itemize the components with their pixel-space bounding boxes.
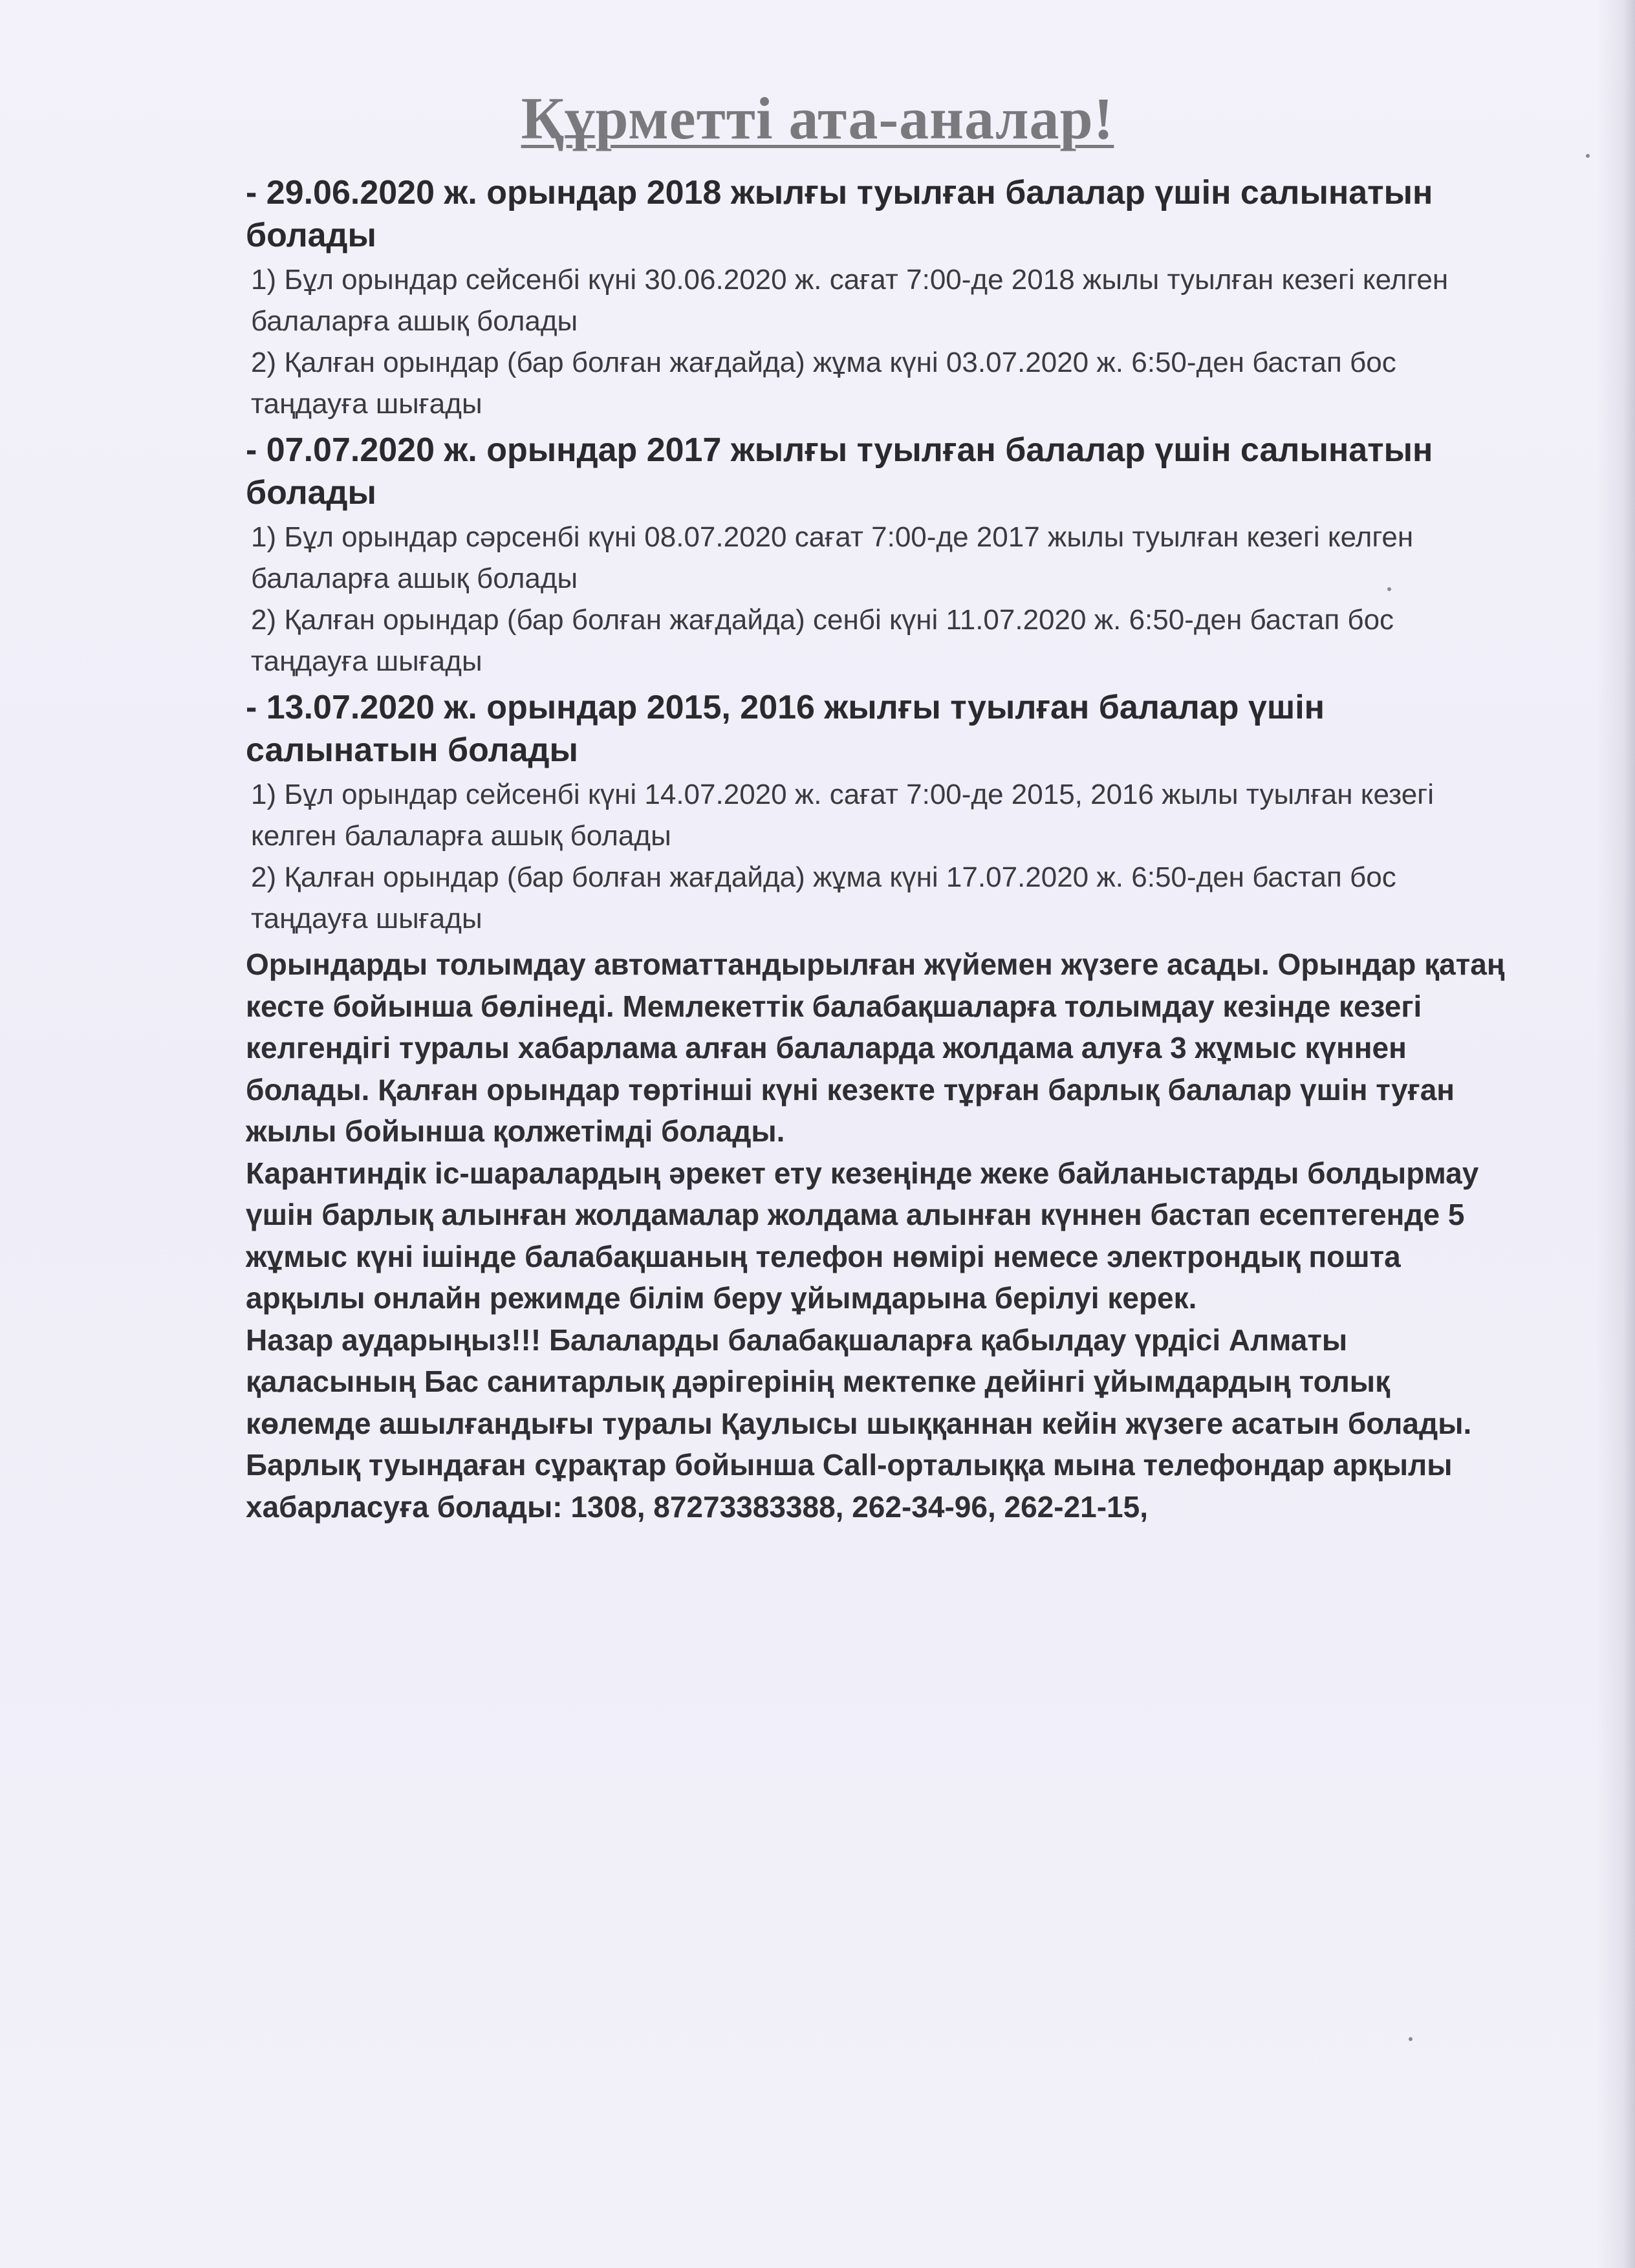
attention-paragraph: Назар аударыңыз!!! Балаларды балабақшаларға қабылдау үрдісі Алматы қаласының Бас санитарлық дәрігерінің мектепке дейінгі ұйымдардың толық көлемде ашылғандығы туралы Қаулысы шыққаннан кейін жүзеге асатын болады.: [246, 1323, 1472, 1440]
schedule-section-3: [246, 686, 1513, 940]
section-item: 2) Қалған орындар (бар болған жағдайда) сенбі күні 11.07.2020 ж. 6:50-ден бастап бос таңдауға шығады: [251, 604, 1394, 677]
contact-paragraph: Барлық туындаған сұрақтар бойынша Call-орталыққа мына телефондар арқылы хабарласуға болады: 1308, 87273383388, 262-34-96, 262-21-15,: [246, 1448, 1453, 1524]
section-item: 2) Қалған орындар (бар болған жағдайда) жұма күні 17.07.2020 ж. 6:50-ден бастап бос таңдауға шығады: [251, 861, 1396, 934]
section-item: 1) Бұл орындар сейсенбі күні 14.07.2020 ж. сағат 7:00-де 2015, 2016 жылы туылған кезегі келген балаларға ашық болады: [251, 779, 1435, 852]
page-edge-shadow: [1596, 0, 1635, 2268]
scan-speck: [1387, 587, 1391, 591]
quarantine-paragraph: Карантиндік іс-шаралардың әрекет ету кезеңінде жеке байланыстарды болдырмау үшін барлық алынған жолдамалар жолдама алынған күннен бастап есептегенде 5 жұмыс күні ішінде балабақшаның телефон нөмірі немесе электрондық пошта арқылы онлайн режимде білім беру ұйымдарына берілуі керек.: [246, 1156, 1479, 1315]
scan-speck: [1586, 154, 1590, 158]
section-item: 2) Қалған орындар (бар болған жағдайда) жұма күні 03.07.2020 ж. 6:50-ден бастап бос таңдауға шығады: [251, 347, 1396, 420]
section-heading: - 13.07.2020 ж. орындар 2015, 2016 жылғы туылған балалар үшін салынатын болады: [246, 689, 1325, 769]
section-item: 1) Бұл орындар сәрсенбі күні 08.07.2020 сағат 7:00-де 2017 жылы туылған кезегі келген балаларға ашық болады: [251, 521, 1414, 594]
section-heading: - 29.06.2020 ж. орындар 2018 жылғы туылған балалар үшін салынатын болады: [246, 174, 1433, 254]
section-item: 1) Бұл орындар сейсенбі күні 30.06.2020 ж. сағат 7:00-де 2018 жылы туылған кезегі келген балаларға ашық болады: [251, 264, 1449, 337]
schedule-section-1: [246, 171, 1513, 425]
allocation-paragraph: Орындарды толымдау автоматтандырылған жүйемен жүзеге асады. Орындар қатаң кесте бойынша бөлінеді. Мемлекеттік балабақшаларға толымдау кезінде кезегі келгендігі туралы хабарлама алған балаларда жолдама алуға 3 жұмыс күннен болады. Қалған орындар төртінші күні кезекте тұрған барлық балалар үшін туған жылы бойынша қолжетімді болады.: [246, 947, 1505, 1148]
document-title: Құрметті ата-аналар!: [521, 85, 1114, 151]
schedule-section-2: [246, 429, 1513, 682]
document-body: [246, 171, 1513, 1528]
section-heading: - 07.07.2020 ж. орындар 2017 жылғы туылған балалар үшін салынатын болады: [246, 431, 1433, 512]
scan-speck: [1409, 2037, 1413, 2041]
